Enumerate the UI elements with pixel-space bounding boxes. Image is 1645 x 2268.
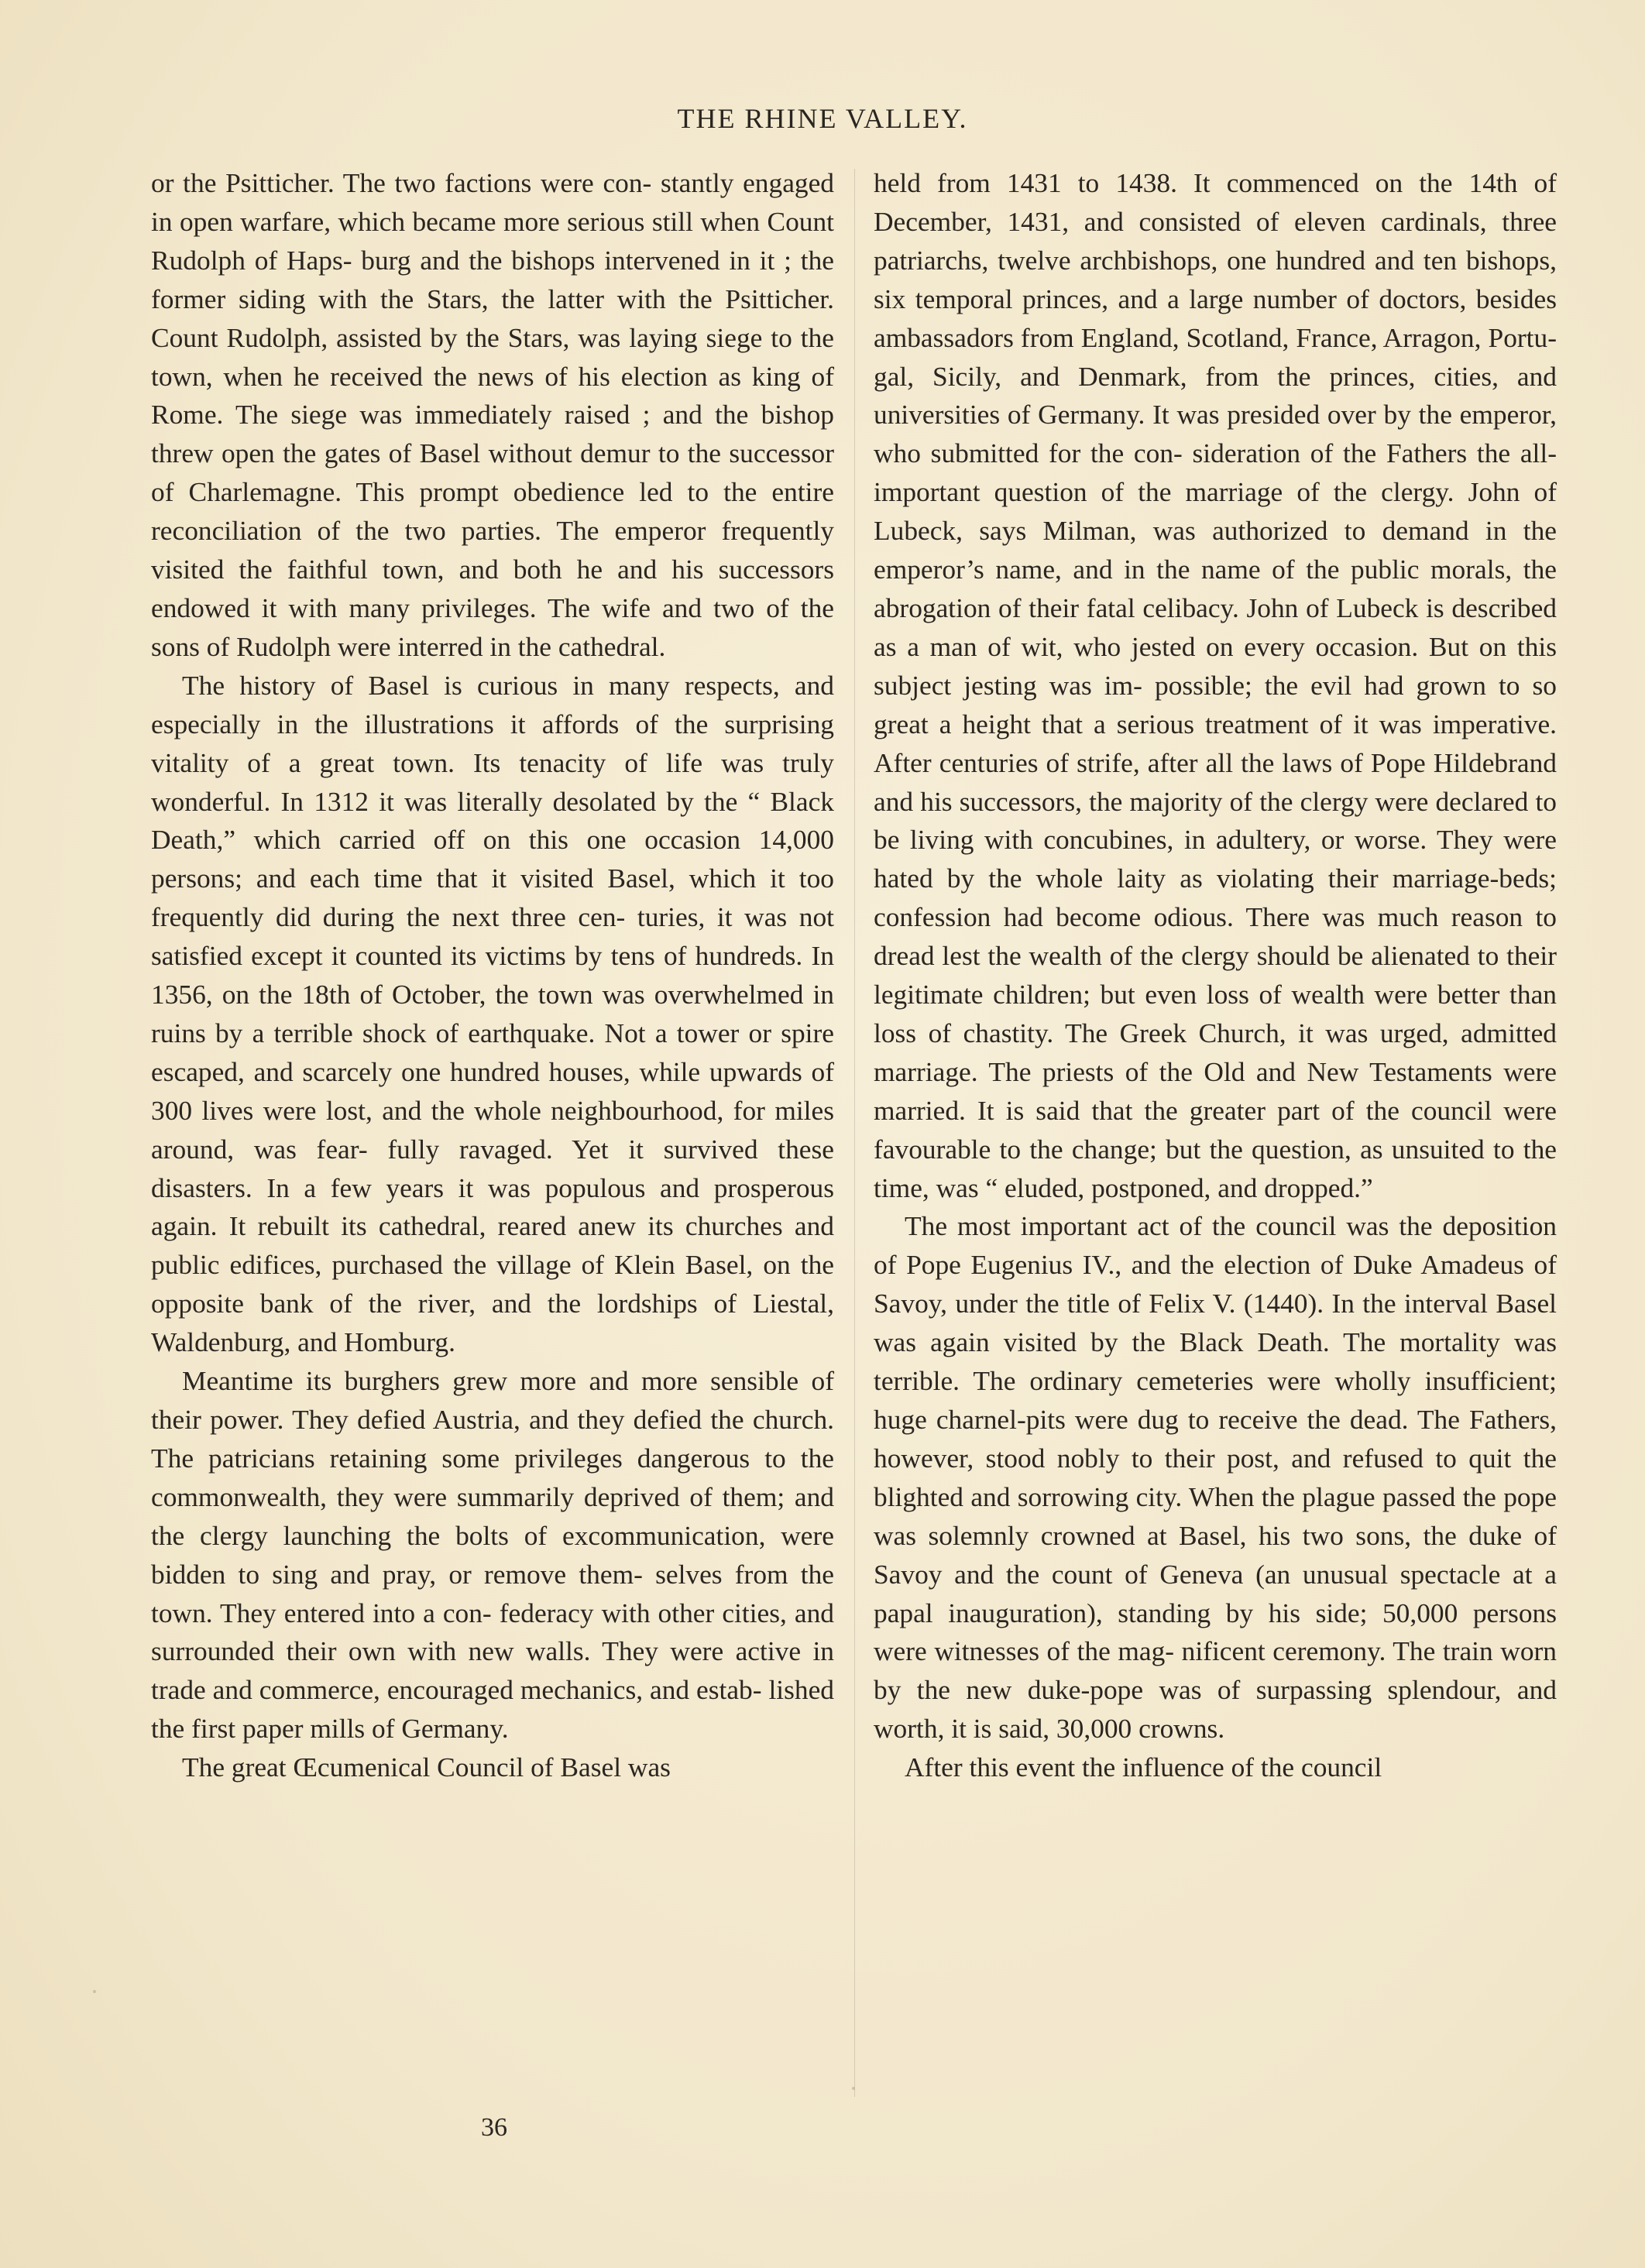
paper-speck — [852, 2087, 855, 2090]
paragraph: held from 1431 to 1438. It commenced on the 14th of December, 1431, and consisted of eleven cardinals, three patriarchs, twelve archbishops, one hundred and ten bishops, six temporal princes, and a large number of doctors, besides ambassadors from England, Scotland, France, Arragon, Portu- gal, Sicily, and Denmark, from the princes, cities, and universities of Germany. It was presided over by the emperor, who submitted for the con- sideration of the Fathers the all-important question of the marriage of the clergy. John of Lubeck, says Milman, was authorized to demand in the emperor’s name, and in the name of the public morals, the abrogation of their fatal celibacy. John of Lubeck is described as a man of wit, who jested on every occasion. But on this subject jesting was im- possible; the evil had grown to so great a height that a serious treatment of it was imperative. After centuries of strife, after all the laws of Pope Hildebrand and his successors, the majority of the clergy were declared to be living with concubines, in adultery, or worse. They were hated by the whole laity as violating their marriage-beds; confession had become odious. There was much reason to dread lest the wealth of the clergy should be alienated to their legitimate children; but even loss of wealth were better than loss of chastity. The Greek Church, it was urged, admitted marriage. The priests of the Old and New Testaments were married. It is said that the greater part of the council were favourable to the change; but the question, as unsuited to the time, was “ eluded, postponed, and dropped.” — [874, 167, 1557, 1203]
paragraph: or the Psitticher. The two factions were con- stantly engaged in open warfare, which became more serious still when Count Rudolph of Haps- burg and the bishops intervened in it ; the former siding with the Stars, the latter with the Psitticher. Count Rudolph, assisted by the Stars, was laying siege to the town, when he received the news of his election as king of Rome. The siege was immediately raised ; and the bishop threw open the gates of Basel without demur to the successor of Charlemagne. This prompt obedience led to the entire reconciliation of the two parties. The emperor frequently visited the faithful town, and both he and his successors endowed it with many privileges. The wife and two of the sons of Rudolph were interred in the cathedral. — [151, 167, 834, 662]
paragraph: The great Œcumenical Council of Basel was — [182, 1752, 671, 1783]
page-number: 36 — [481, 2113, 507, 2142]
column-divider — [854, 169, 855, 2097]
left-column — [151, 164, 834, 1787]
paragraph: The history of Basel is curious in many respects, and especially in the illustrations it affords of the surprising vitality of a great town. Its tenacity of life was truly wonderful. In 1312 it was literally desolated by the “ Black Death,” which carried off on this one occasion 14,000 persons; and each time that it visited Basel, which it too frequently did during the next three cen- turies, it was not satisfied except it counted its victims by tens of hundreds. In 1356, on the 18th of October, the town was overwhelmed in ruins by a terrible shock of earthquake. Not a tower or spire escaped, and scarcely one hundred houses, while upwards of 300 lives were lost, and the whole neighbourhood, for miles around, was fear- fully ravaged. Yet it survived these disasters. In a few years it was populous and prosperous again. It rebuilt its cathedral, reared anew its churches and public edifices, purchased the village of Klein Basel, on the opposite bank of the river, and the lordships of Liestal, Waldenburg, and Homburg. — [151, 669, 834, 1358]
running-head: THE RHINE VALLEY. — [677, 103, 968, 134]
paper-speck — [93, 1990, 96, 1993]
right-column — [874, 164, 1557, 1787]
paragraph: Meantime its burghers grew more and more sensible of their power. They defied Austria, and they defied the church. The patricians retaining some privileges dangerous to the commonwealth, they were summarily deprived of them; and the clergy launching the bolts of excommunication, were bidden to sing and pray, or remove them- selves from the town. They entered into a con- federacy with other cities, and surrounded their own with new walls. They were active in trade and commerce, encouraged mechanics, and estab- lished the first paper mills of Germany. — [151, 1365, 834, 1745]
paragraph: The most important act of the council was the deposition of Pope Eugenius IV., and the election of Duke Amadeus of Savoy, under the title of Felix V. (1440). In the interval Basel was again visited by the Black Death. The mortality was terrible. The ordinary cemeteries were wholly insufficient; huge charnel-pits were dug to receive the dead. The Fathers, however, stood nobly to their post, and refused to quit the blighted and sorrowing city. When the plague passed the pope was solemnly crowned at Basel, his two sons, the duke of Savoy and the count of Geneva (an unusual spectacle at a papal inauguration), standing by his side; 50,000 persons were witnesses of the mag- nificent ceremony. The train worn by the new duke-pope was of surpassing splendour, and worth, it is said, 30,000 crowns. — [874, 1210, 1557, 1745]
paragraph: After this event the influence of the council — [905, 1752, 1382, 1783]
